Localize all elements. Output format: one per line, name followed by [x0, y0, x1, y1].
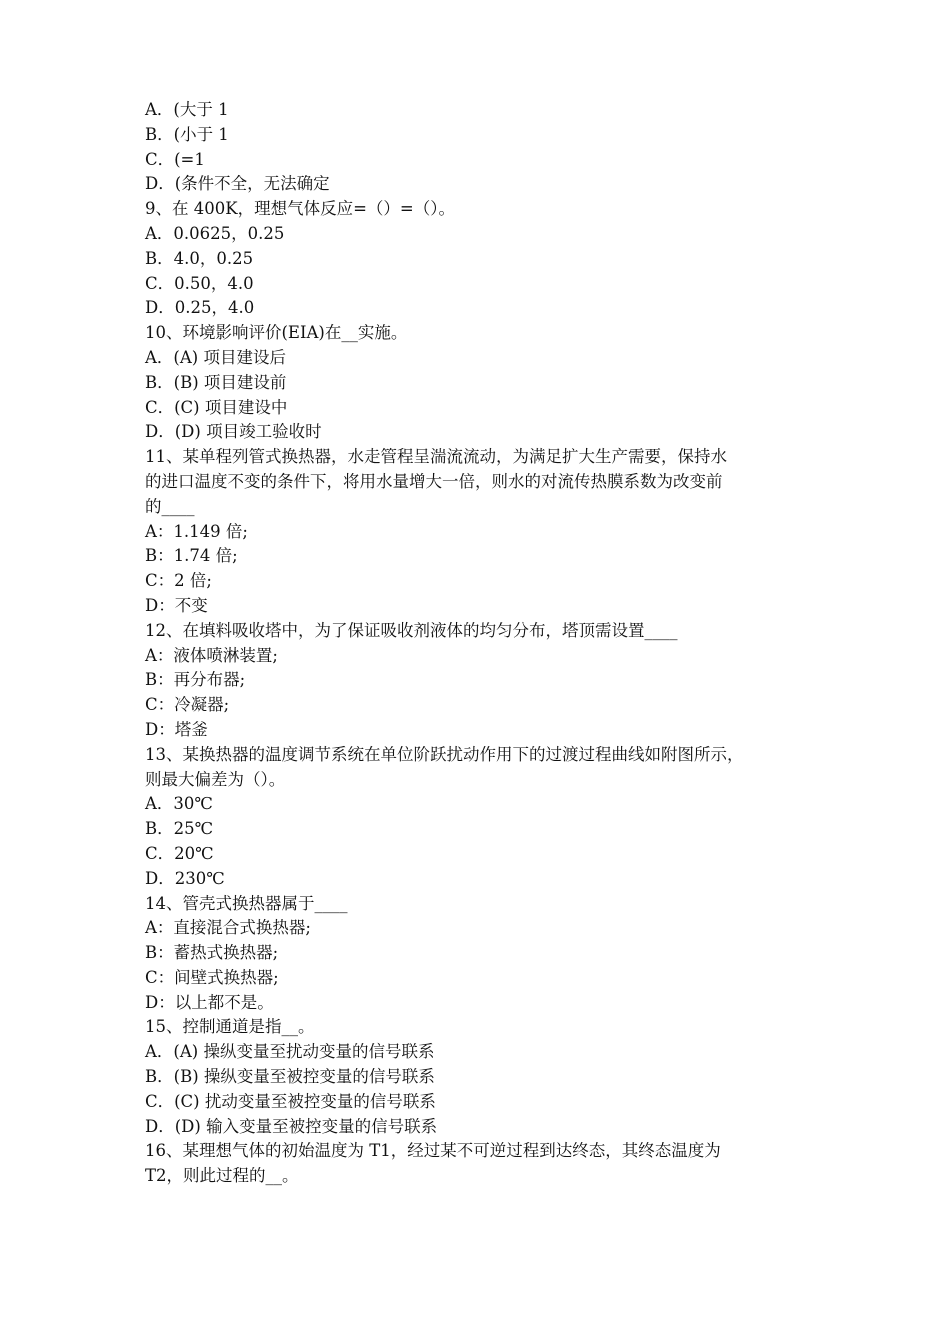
option-12b: B：再分布器; [145, 670, 246, 690]
option-10a: A．(A) 项目建设后 [145, 347, 286, 367]
option-14d: D：以上都不是。 [145, 992, 274, 1012]
option-8d: D．(条件不全，无法确定 [145, 174, 330, 194]
question-14: 14、管壳式换热器属于____ [145, 893, 348, 913]
question-12: 12、在填料吸收塔中，为了保证吸收剂液体的均匀分布，塔顶需设置____ [145, 620, 678, 640]
option-15b: B．(B) 操纵变量至被控变量的信号联系 [145, 1067, 435, 1087]
option-9b: B．4.0，0.25 [145, 248, 254, 268]
option-10d: D．(D) 项目竣工验收时 [145, 422, 322, 442]
option-14b: B：蓄热式换热器; [145, 943, 279, 963]
option-8b: B．(小于 1 [145, 124, 229, 144]
option-13a: A．30℃ [145, 794, 213, 814]
option-9c: C．0.50，4.0 [145, 273, 254, 293]
option-12c: C：冷凝器; [145, 695, 230, 715]
option-9a: A．0.0625，0.25 [145, 223, 285, 243]
option-13b: B．25℃ [145, 819, 214, 839]
option-15a: A．(A) 操纵变量至扰动变量的信号联系 [145, 1042, 435, 1062]
question-13-line-1: 13、某换热器的温度调节系统在单位阶跃扰动作用下的过渡过程曲线如附图所示， [145, 744, 744, 764]
option-12a: A：液体喷淋装置; [145, 645, 278, 665]
option-11d: D：不变 [145, 595, 208, 615]
question-15: 15、控制通道是指__。 [145, 1017, 315, 1037]
option-9d: D．0.25，4.0 [145, 298, 255, 318]
question-10: 10、环境影响评价(EIA)在__实施。 [145, 323, 408, 343]
question-11-line-1: 11、某单程列管式换热器，水走管程呈湍流流动，为满足扩大生产需要，保持水 [145, 447, 727, 467]
option-11c: C：2 倍; [145, 571, 212, 591]
option-10b: B．(B) 项目建设前 [145, 372, 287, 392]
option-8a: A．(大于 1 [145, 100, 229, 119]
question-13-line-2: 则最大偏差为（）。 [145, 769, 286, 789]
question-16-line-1: 16、某理想气体的初始温度为 T1，经过某不可逆过程到达终态，其终态温度为 [145, 1141, 721, 1161]
option-10c: C．(C) 项目建设中 [145, 397, 288, 417]
option-8c: C．(=1 [145, 149, 205, 169]
question-11-line-3: 的____ [145, 496, 195, 516]
question-16-line-2: T2，则此过程的__。 [145, 1166, 299, 1186]
option-14c: C：间壁式换热器; [145, 967, 279, 987]
document-page [145, 98, 825, 1189]
option-11a: A：1.149 倍; [145, 521, 248, 541]
option-11b: B：1.74 倍; [145, 546, 238, 566]
option-15d: D．(D) 输入变量至被控变量的信号联系 [145, 1116, 438, 1136]
option-12d: D：塔釜 [145, 719, 208, 739]
option-13c: C．20℃ [145, 843, 214, 863]
question-11-line-2: 的进口温度不变的条件下，将用水量增大一倍，则水的对流传热膜系数为改变前 [145, 471, 723, 491]
option-15c: C．(C) 扰动变量至被控变量的信号联系 [145, 1091, 436, 1111]
option-14a: A：直接混合式换热器; [145, 918, 311, 938]
option-13d: D．230℃ [145, 868, 225, 888]
question-9: 9、在 400K，理想气体反应=（）=（）。 [145, 199, 455, 219]
